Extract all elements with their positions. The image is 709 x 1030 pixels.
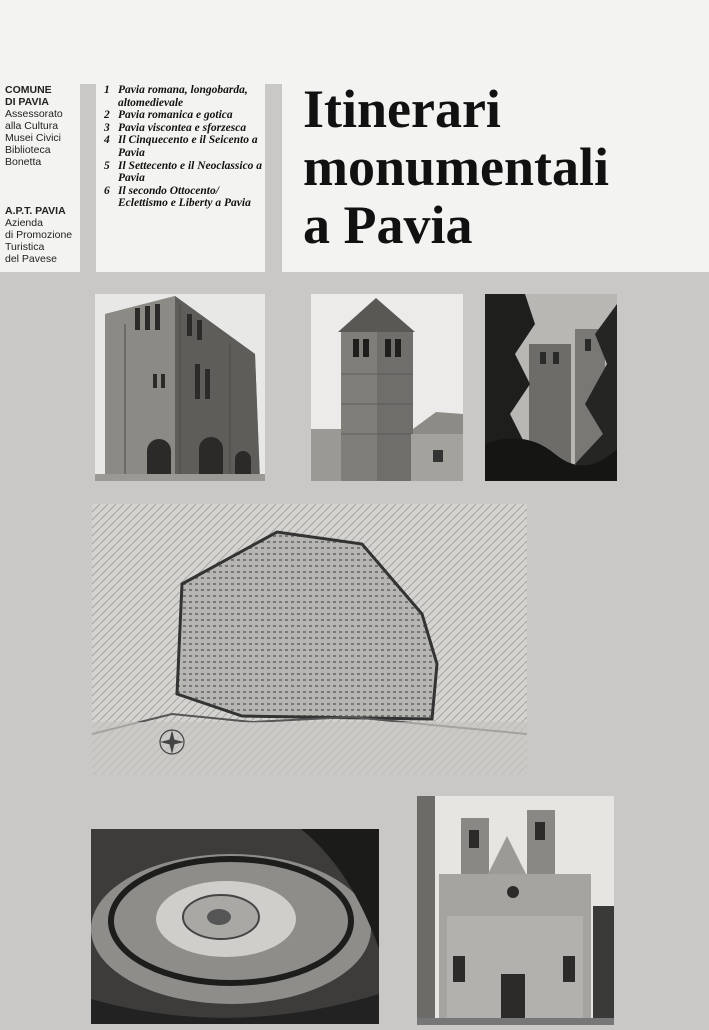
contents-item: 4 Il Cinquecento e il Seicento a Pavia: [104, 134, 258, 159]
contents-item: 1 Pavia romana, longobarda, altomedievale: [104, 84, 248, 109]
publisher-name: A.P.T. PAVIA: [5, 205, 66, 217]
publisher-line: alla Cultura: [5, 120, 59, 132]
publisher-line: Azienda: [5, 217, 43, 229]
contents-item: 6 Il secondo Ottocento/ Eclettismo e Liberty a Pavia: [104, 184, 251, 210]
publisher-line: Assessorato: [5, 108, 63, 120]
publisher-line: Biblioteca: [5, 144, 51, 156]
contents-list: [104, 84, 264, 210]
contents-item: 3 Pavia viscontea e sforzesca: [104, 121, 247, 134]
publisher-line: di Promozione: [5, 229, 73, 241]
contents-item: 5 Il Settecento e il Neoclassico a Pavia: [104, 159, 263, 185]
publisher-line: Bonetta: [5, 156, 42, 168]
staircase-dome-photo: [91, 829, 379, 1024]
city-map-engraving: [92, 504, 527, 774]
tower-photo: [311, 294, 463, 481]
publisher-line: Musei Civici: [5, 132, 62, 144]
title-line: Itinerari: [303, 79, 501, 139]
contents-item: 2 Pavia romanica e gotica: [104, 109, 233, 122]
publisher-comune: [5, 84, 63, 168]
publisher-name: COMUNE: [5, 84, 52, 96]
title-line: monumentali: [303, 137, 610, 197]
publisher-line: del Pavese: [5, 253, 57, 265]
publisher-name: DI PAVIA: [5, 96, 49, 108]
church-photo: [417, 796, 614, 1025]
towers-trees-photo: [485, 294, 617, 481]
book-title: [303, 80, 708, 254]
publisher-apt: [5, 205, 72, 265]
title-line: a Pavia: [303, 195, 473, 255]
basilica-photo: [95, 294, 265, 481]
publisher-line: Turistica: [5, 241, 45, 253]
